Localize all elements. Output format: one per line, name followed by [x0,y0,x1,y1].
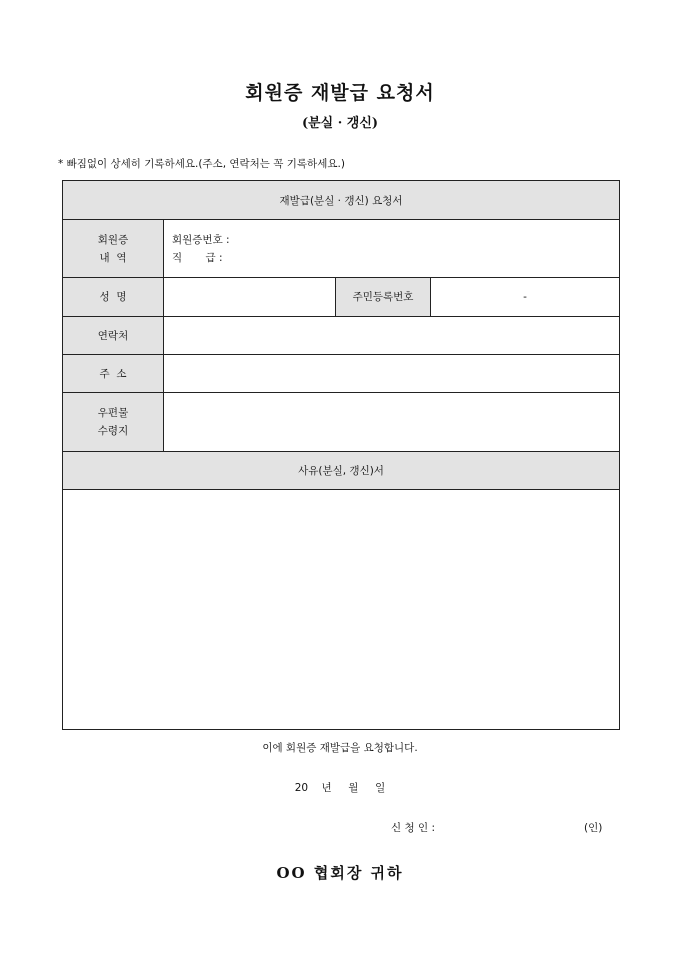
applicant-label: 신 청 인 : [391,822,435,834]
name-field[interactable] [164,278,336,317]
section-header-reason: 사유(분실, 갱신)서 [63,452,620,490]
mail-receipt-label [63,393,164,452]
document-title: 회원증 재발급 요청서 [245,82,435,104]
membership-details-label [63,220,164,278]
resident-number-field[interactable]: - [431,278,620,317]
resident-number-label: 주민등록번호 [336,278,431,317]
mail-label-line1: 우편물 [97,407,129,419]
instruction-note: * 빠짐없이 상세히 기록하세요.(주소, 연락처는 꼭 기록하세요.) [58,158,345,170]
contact-label: 연락처 [63,317,164,355]
membership-number-label: 회원증번호 : [172,233,230,246]
section-header-request: 재발급(분실 · 갱신) 요청서 [63,181,620,220]
membership-label-line1: 회원증 [97,233,129,246]
position-label: 직 급 : [172,251,223,264]
address-field[interactable] [164,355,620,393]
address-label: 주 소 [63,355,164,393]
request-form-table [62,180,620,730]
name-label: 성 명 [63,278,164,317]
reason-field[interactable] [63,490,620,730]
seal-label: (인) [584,822,603,834]
request-statement: 이에 회원증 재발급을 요청합니다. [262,742,418,754]
date-line: 20 년 월 일 [294,782,386,794]
contact-field[interactable] [164,317,620,355]
membership-label-line2: 내 역 [99,251,127,264]
membership-details-field[interactable] [164,220,620,278]
mail-label-line2: 수령지 [97,425,129,437]
document-subtitle: (분실 · 갱신) [301,116,379,131]
addressee: OO 협회장 귀하 [276,864,404,882]
mail-receipt-field[interactable] [164,393,620,452]
